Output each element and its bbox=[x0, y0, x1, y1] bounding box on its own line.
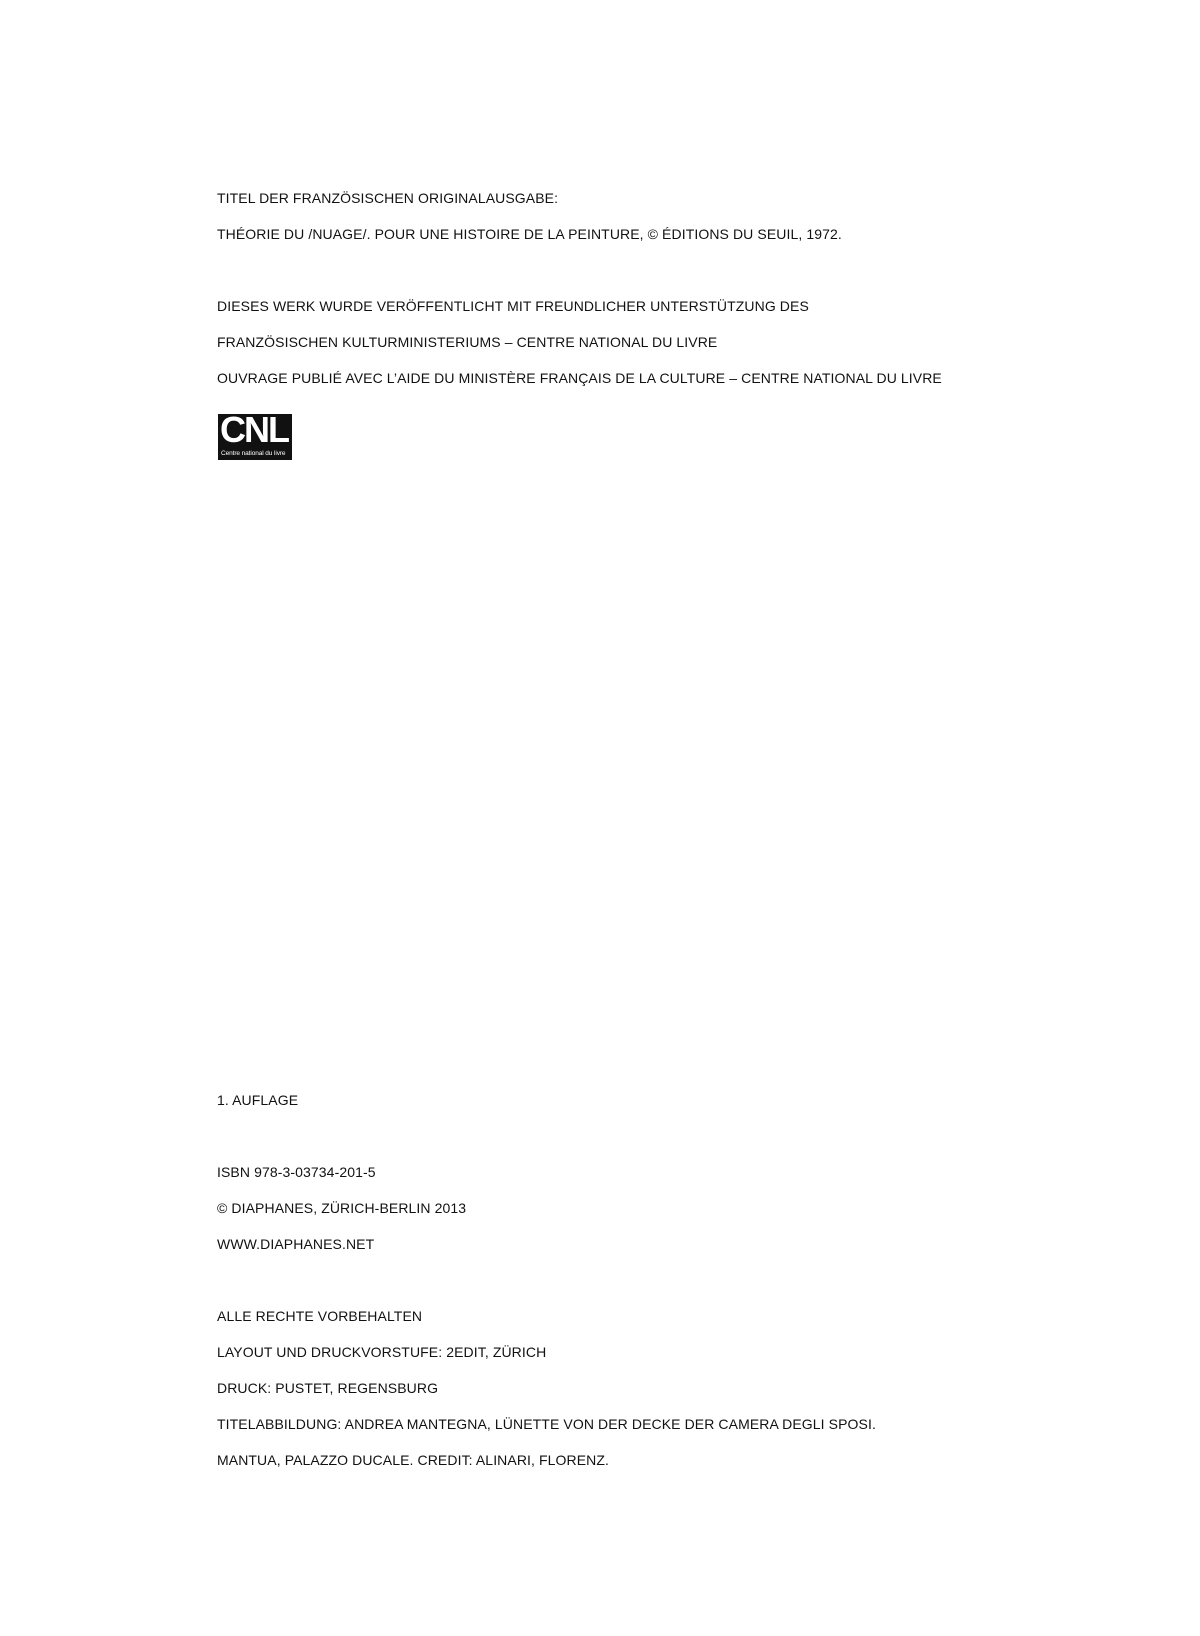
cnl-logo-letters: CNL bbox=[220, 414, 288, 450]
support-line-1: DIESES WERK WURDE VERÖFFENTLICHT MIT FREUNDLICHER UNTERSTÜTZUNG DES bbox=[217, 298, 809, 314]
rights-reserved: ALLE RECHTE VORBEHALTEN bbox=[217, 1308, 423, 1324]
original-title-heading: TITEL DER FRANZÖSISCHEN ORIGINALAUSGABE: bbox=[217, 190, 559, 206]
cnl-logo-mark bbox=[218, 414, 292, 460]
layout-credit: LAYOUT UND DRUCKVORSTUFE: 2EDIT, ZÜRICH bbox=[217, 1344, 547, 1360]
isbn: ISBN 978-3-03734-201-5 bbox=[217, 1164, 376, 1180]
support-line-3: OUVRAGE PUBLIÉ AVEC L’AIDE DU MINISTÈRE FRANÇAIS DE LA CULTURE – CENTRE NATIONAL DU LIVRE bbox=[217, 370, 942, 386]
print-credit: DRUCK: PUSTET, REGENSBURG bbox=[217, 1380, 439, 1396]
cnl-logo-subtitle: Centre national du livre bbox=[221, 450, 286, 457]
cnl-logo bbox=[218, 414, 292, 460]
edition-label: 1. AUFLAGE bbox=[217, 1092, 299, 1108]
cover-credit-2: MANTUA, PALAZZO DUCALE. CREDIT: ALINARI, FLORENZ. bbox=[217, 1452, 610, 1468]
support-line-2: FRANZÖSISCHEN KULTURMINISTERIUMS – CENTRE NATIONAL DU LIVRE bbox=[217, 334, 718, 350]
cover-credit-1: TITELABBILDUNG: ANDREA MANTEGNA, LÜNETTE VON DER DECKE DER CAMERA DEGLI SPOSI. bbox=[217, 1416, 876, 1432]
copyright: © DIAPHANES, ZÜRICH-BERLIN 2013 bbox=[217, 1200, 467, 1216]
original-title-text: THÉORIE DU /NUAGE/. POUR UNE HISTOIRE DE LA PEINTURE, © ÉDITIONS DU SEUIL, 1972. bbox=[217, 226, 842, 242]
website: WWW.DIAPHANES.NET bbox=[217, 1236, 375, 1252]
